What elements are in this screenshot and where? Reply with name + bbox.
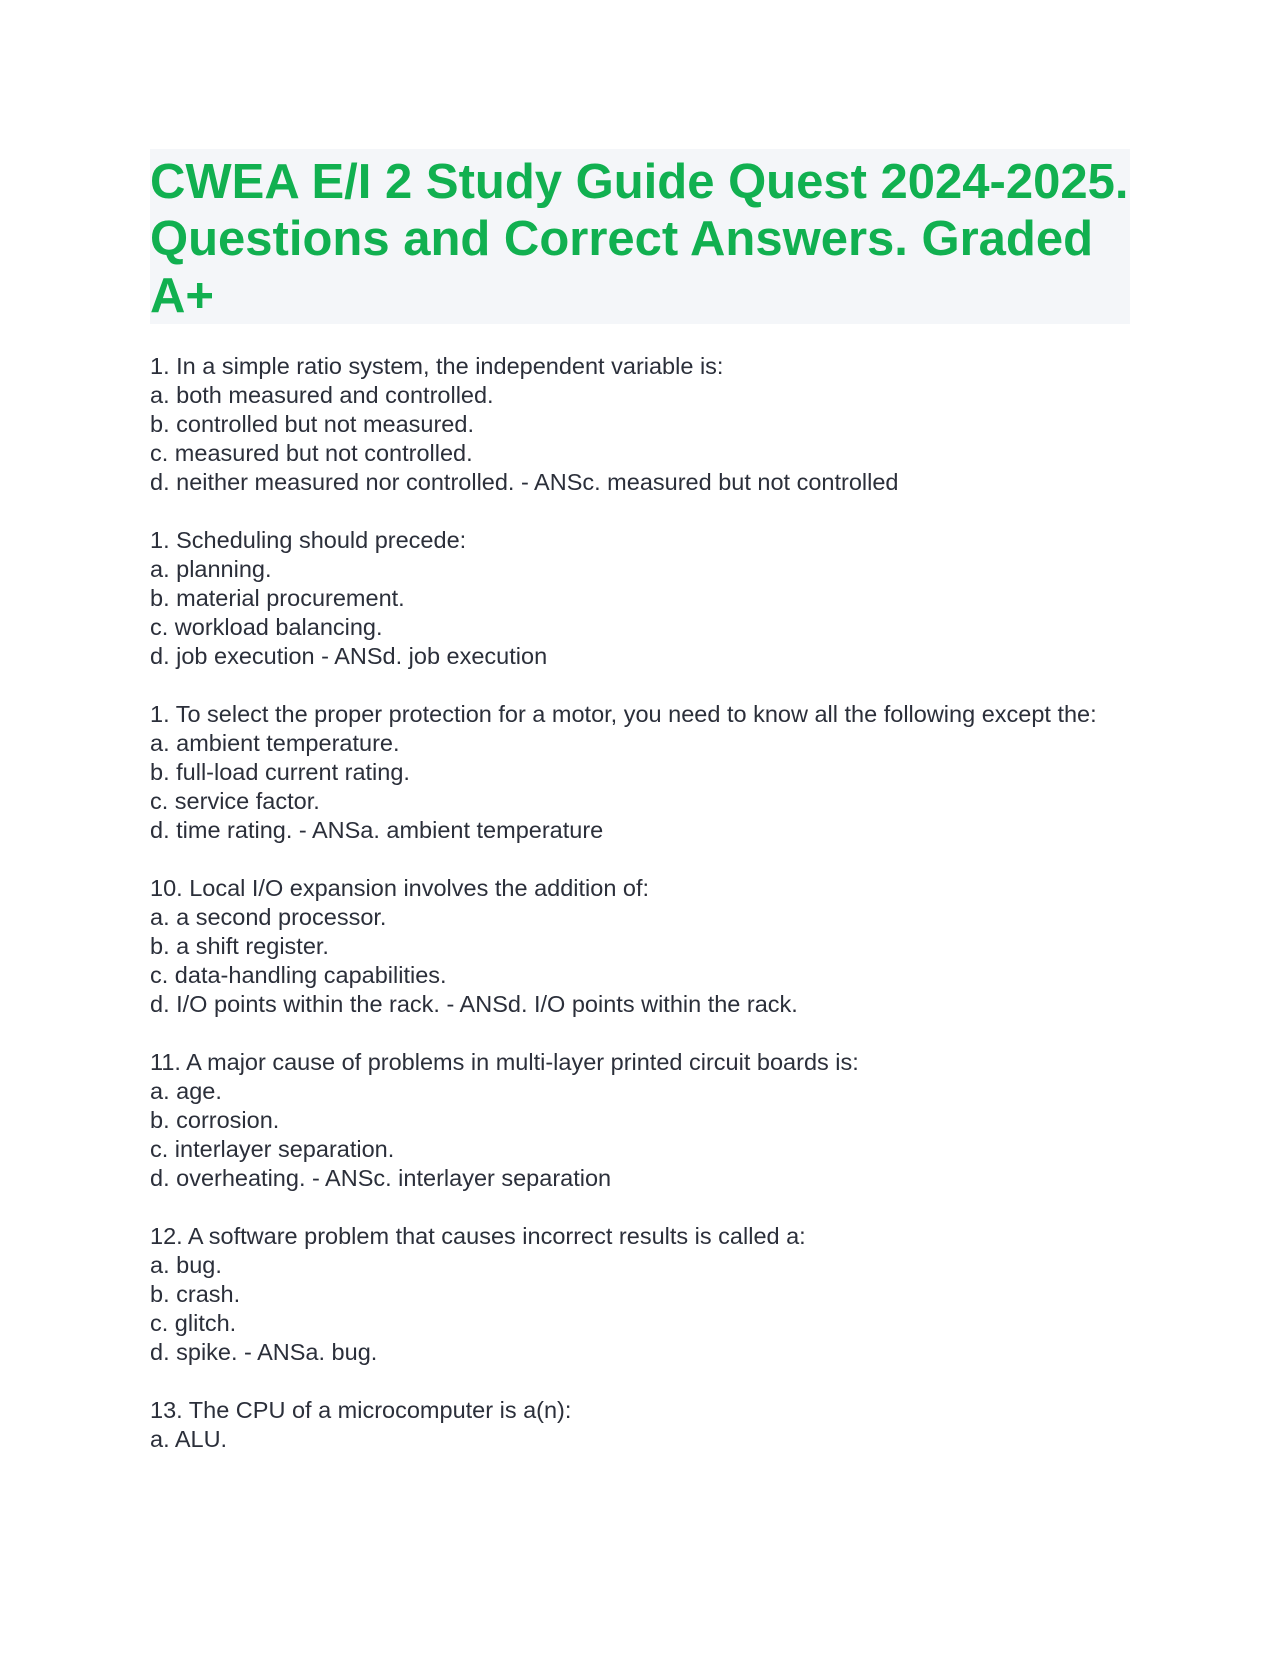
question-block — [150, 874, 1130, 1019]
title-banner — [150, 149, 1130, 324]
question-block — [150, 1222, 1130, 1367]
question-text: 12. A software problem that causes incorrect results is called a: — [150, 1223, 806, 1249]
answer-option: a. planning. — [150, 556, 272, 582]
answer-option: a. bug. — [150, 1252, 222, 1278]
question-block — [150, 1048, 1130, 1193]
answer-option: a. ambient temperature. — [150, 730, 400, 756]
document-title: CWEA E/I 2 Study Guide Quest 2024-2025. Questions and Correct Answers. Graded A+ — [150, 155, 1129, 323]
answer-option-with-key: d. overheating. - ANSc. interlayer separation — [150, 1165, 612, 1191]
answer-option-with-key: d. job execution - ANSd. job execution — [150, 643, 548, 669]
question-text: 11. A major cause of problems in multi-layer printed circuit boards is: — [150, 1049, 859, 1075]
answer-option: c. workload balancing. — [150, 614, 383, 640]
answer-option: b. full-load current rating. — [150, 759, 410, 785]
question-text: 1. To select the proper protection for a motor, you need to know all the following except the: — [150, 701, 1097, 727]
answer-option: a. ALU. — [150, 1426, 228, 1452]
answer-option: c. measured but not controlled. — [150, 440, 473, 466]
answer-option: c. glitch. — [150, 1310, 237, 1336]
question-text: 10. Local I/O expansion involves the addition of: — [150, 875, 650, 901]
answer-option-with-key: d. neither measured nor controlled. - ANSc. measured but not controlled — [150, 469, 899, 495]
answer-option: a. a second processor. — [150, 904, 387, 930]
answer-option: b. corrosion. — [150, 1107, 280, 1133]
answer-option: b. controlled but not measured. — [150, 411, 474, 437]
question-text: 1. In a simple ratio system, the independent variable is: — [150, 353, 724, 379]
question-list — [150, 352, 1130, 1483]
question-text: 1. Scheduling should precede: — [150, 527, 467, 553]
answer-option: c. service factor. — [150, 788, 320, 814]
answer-option-with-key: d. spike. - ANSa. bug. — [150, 1339, 378, 1365]
answer-option: c. interlayer separation. — [150, 1136, 395, 1162]
answer-option: c. data-handling capabilities. — [150, 962, 447, 988]
question-block — [150, 352, 1130, 497]
answer-option: a. age. — [150, 1078, 222, 1104]
answer-option: b. a shift register. — [150, 933, 329, 959]
question-block — [150, 526, 1130, 671]
answer-option: b. material procurement. — [150, 585, 405, 611]
answer-option: b. crash. — [150, 1281, 241, 1307]
question-block — [150, 1396, 1130, 1454]
question-block — [150, 700, 1130, 845]
answer-option: a. both measured and controlled. — [150, 382, 494, 408]
answer-option-with-key: d. time rating. - ANSa. ambient temperature — [150, 817, 604, 843]
question-text: 13. The CPU of a microcomputer is a(n): — [150, 1397, 572, 1423]
answer-option-with-key: d. I/O points within the rack. - ANSd. I/O points within the rack. — [150, 991, 798, 1017]
